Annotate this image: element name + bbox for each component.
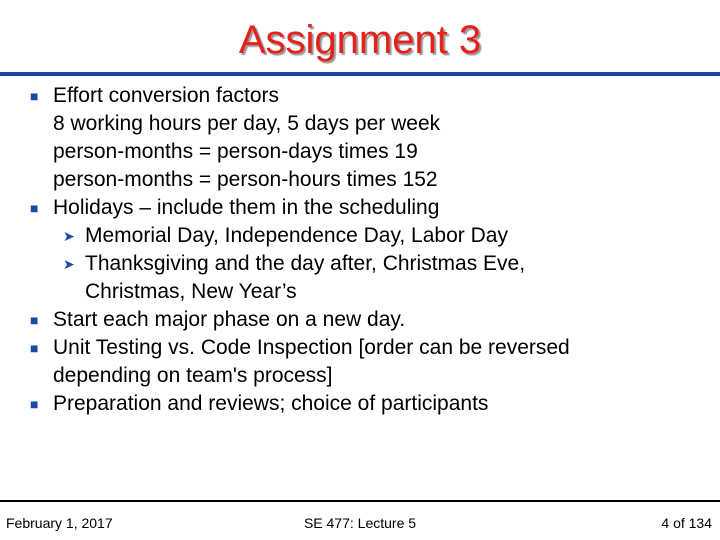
footer-divider [0, 500, 720, 502]
bullet-start-phase: Start each major phase on a new day. [53, 308, 406, 331]
bullet-line-person-hours: person-months = person-hours times 152 [53, 168, 438, 191]
footer-course: SE 477: Lecture 5 [303, 515, 417, 531]
bullet-effort-conversion: Effort conversion factors [53, 84, 280, 107]
bullet-preparation: Preparation and reviews; choice of participants [53, 392, 489, 415]
arrowhead-bullet-icon: ➤ [63, 228, 75, 244]
bullet-line-person-days: person-months = person-days times 19 [53, 140, 418, 163]
sub-bullet-christmas: Christmas, New Year’s [85, 280, 297, 303]
footer-date: February 1, 2017 [6, 515, 113, 531]
sub-bullet-memorial-day: Memorial Day, Independence Day, Labor Day [85, 224, 508, 247]
bullet-unit-testing: Unit Testing vs. Code Inspection [order can be reversed [53, 336, 570, 359]
bullet-holidays: Holidays – include them in the scheduling [53, 196, 440, 219]
square-bullet-icon: ■ [30, 200, 39, 216]
bullet-line-hours: 8 working hours per day, 5 days per week [53, 112, 441, 135]
square-bullet-icon: ■ [30, 340, 39, 356]
sub-bullet-thanksgiving: Thanksgiving and the day after, Christmas Eve, [85, 252, 526, 275]
title-divider [0, 72, 720, 76]
arrowhead-bullet-icon: ➤ [63, 256, 75, 272]
bullet-unit-testing-cont: depending on team's process] [53, 364, 333, 387]
footer-page-number: 4 of 134 [661, 515, 712, 531]
square-bullet-icon: ■ [30, 396, 39, 412]
square-bullet-icon: ■ [30, 312, 39, 328]
slide-title: Assignment 3 [238, 18, 482, 62]
square-bullet-icon: ■ [30, 88, 39, 104]
